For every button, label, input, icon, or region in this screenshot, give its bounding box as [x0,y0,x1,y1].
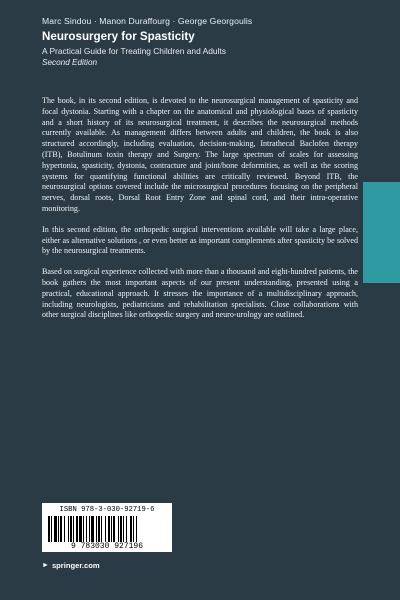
barcode-bar [130,516,132,542]
barcode-digits: 9 783030 927196 [70,542,143,551]
blurb-paragraph-3: Based on surgical experience collected with more than a thousand and eight-hundred patients, the book gathers the most important aspects of our present understanding, presented using a practical, educational approach. It stresses the importance of a multidisciplinary approach, including neurologists, pediatricians and rehabilitation specialists. Close collaborations with other surgical disciplines like orthopedic surgery and neuro-urology are outlined. [42,267,358,320]
barcode-bar [96,516,97,542]
barcode-bar [118,516,119,542]
barcode-bar [105,516,106,542]
barcode-bar [76,516,78,542]
barcode-bar [51,516,52,542]
publisher-link[interactable] [42,561,100,570]
barcode-bar [54,516,57,542]
blurb [42,96,358,331]
barcode-bar [70,516,72,542]
barcode-bar [123,516,124,542]
isbn-barcode-box [42,503,172,552]
barcode-bar [64,516,65,542]
book-title: Neurosurgery for Spasticity [42,30,195,43]
barcode-bar [48,516,50,542]
barcode-bar [79,516,82,542]
isbn-label: ISBN 978-3-030-92719-6 [59,506,155,514]
barcode-bar [136,516,137,542]
barcode-bar [91,516,94,542]
barcode-bar [83,516,84,542]
barcode-bar [111,516,112,542]
blurb-paragraph-2: In this second edition, the orthopedic surgical interventions available will take a large place, either as alternative solutions , or even better as important complements after spasticity be solved by the neurosurgical treatments. [42,224,358,256]
cover-header [42,8,380,67]
barcode-bar [101,516,102,542]
barcode-bar [58,516,59,542]
accent-bar [363,182,400,283]
barcode-bar [120,516,122,542]
arrow-icon: ► [42,562,49,569]
blurb-paragraph-1: The book, in its second edition, is devoted to the neurosurgical management of spasticity and focal dystonia. Starting with a chapter on the anatomical and physiological bases of spasticity and a short history of its neurosurgical treatment, it describes the neurosurgical methods currently available. As management differs between adults and children, the book is also structured accordingly, including evaluation, decision-making, Intrathecal Baclofen therapy (ITB), Botulinum toxin therapy and Surgery. The large spectrum of scales for assessing hypertonia, spasticity, dystonia, contracture and joint/bone deformities, as well as the scoring systems for quantifying functional abilities are critically reviewed. Beyond ITB, the neurosurgical options covered include the microsurgical procedures focusing on the peripheral nerves, dorsal roots, Dorsal Root Entry Zone and spinal cord, and their intra-operative monitoring. [42,96,358,213]
barcode-bar [98,516,100,542]
barcode-bar [126,516,127,542]
barcode-bar [60,516,62,542]
barcode [46,516,168,542]
authors: Marc Sindou · Manon Duraffourg · George Georgoulis [42,16,253,26]
barcode-bar [73,516,74,542]
barcode-bar [133,516,134,542]
publisher-label: springer.com [51,561,100,570]
barcode-bar [68,516,69,542]
edition-label: Second Edition [42,58,98,67]
barcode-bar [108,516,110,542]
barcode-bar [113,516,115,542]
barcode-bar [86,516,87,542]
barcode-bar [89,516,90,542]
book-subtitle: A Practical Guide for Treating Children and Adults [42,46,226,56]
